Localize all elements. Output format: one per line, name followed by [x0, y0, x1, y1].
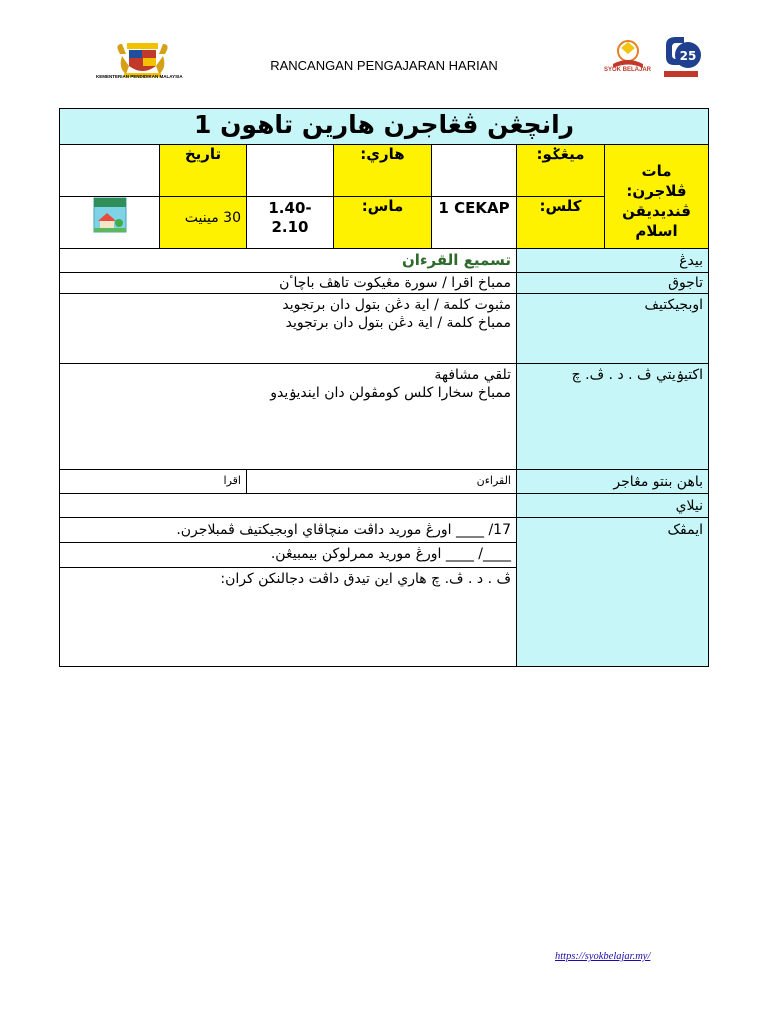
duration-value: 30 مينيت: [160, 197, 247, 249]
class-label: كلس:: [517, 197, 605, 249]
date-value-cell[interactable]: [432, 145, 517, 197]
activity-label: اکتيۏيتي ڤ . د . ڤ. چ: [517, 364, 709, 470]
aids-label: باهن بنتو مڠاجر: [517, 470, 709, 494]
reflection-line: ____/ ____ اورڠ موريد ممرلوکن بيمبيڠن.: [60, 543, 517, 568]
topic-label: تاجوق: [517, 273, 709, 294]
activity-cell: [60, 364, 517, 470]
page-header: [0, 30, 768, 90]
aids-value-1: القراءن: [247, 470, 517, 494]
reflection-line: 17/ ____ اورڠ موريد داڤت منچاڤاي اوبجيکتيف ڤمبلاجرن.: [60, 518, 517, 543]
time-label: ماس:: [334, 197, 432, 249]
objective-cell: [60, 294, 517, 364]
time-value: 1.40-2.10: [247, 197, 334, 249]
syok-logo-label: SYOK BELAJAR: [604, 67, 652, 73]
objective-line: ممباخ كلمة / اية دڠن بتول دان برتجويد: [285, 315, 511, 331]
textbook-cover-icon: [93, 197, 127, 233]
activity-line: ممباخ سخارا كلس كومڤولن دان ايندیۏيدو: [270, 385, 511, 401]
day-label: هاري:: [334, 145, 432, 197]
anniversary-number: 25: [679, 49, 697, 63]
field-label: بيدڠ: [517, 249, 709, 273]
ministry-caption: KEMENTERIAN PENDIDIKAN MALAYSIA: [96, 74, 183, 79]
reflection-label: ايمڤک: [517, 518, 709, 667]
field-value: تسميع القرءان: [401, 251, 511, 269]
activity-line: تلقي مشافهة: [434, 367, 511, 383]
values-value-cell[interactable]: [60, 494, 517, 518]
day-value-cell[interactable]: [247, 145, 334, 197]
aids-value-2: اقرا: [60, 470, 247, 494]
class-value: 1 CEKAP: [432, 197, 517, 249]
plan-title: رانچڠن ڤڠاجرن هارين تاهون 1: [60, 109, 709, 145]
anniversary-logo-icon: [660, 35, 702, 81]
objective-line: مثبوت كلمة / اية دڠن بتول دان برتجويد: [282, 297, 511, 313]
field-value-cell: [60, 249, 517, 273]
lesson-plan-table: [59, 108, 709, 667]
date-label: تاريخ: [160, 145, 247, 197]
values-label: نيلاي: [517, 494, 709, 518]
reflection-line: ڤ . د . ڤ. چ هاري اين تيدق داڤت دجالنكن كران:: [60, 568, 517, 667]
syok-belajar-logo-icon: [603, 38, 653, 80]
week-value-cell[interactable]: [60, 145, 160, 197]
document-heading: RANCANGAN PENGAJARAN HARIAN: [270, 58, 498, 73]
topic-value: ممباخ اقرا / سورة مڠيكوت تاهڤ باچاٴن: [60, 273, 517, 294]
textbook-cell: [60, 197, 160, 249]
footer-website-link[interactable]: https://syokbelajar.my/: [555, 951, 651, 962]
objective-label: اوبجيكتيف: [517, 294, 709, 364]
subject-label: مات ڤلاجرن: ڤنديديقن اسلام: [605, 145, 709, 249]
week-label: ميڠݢو:: [517, 145, 605, 197]
